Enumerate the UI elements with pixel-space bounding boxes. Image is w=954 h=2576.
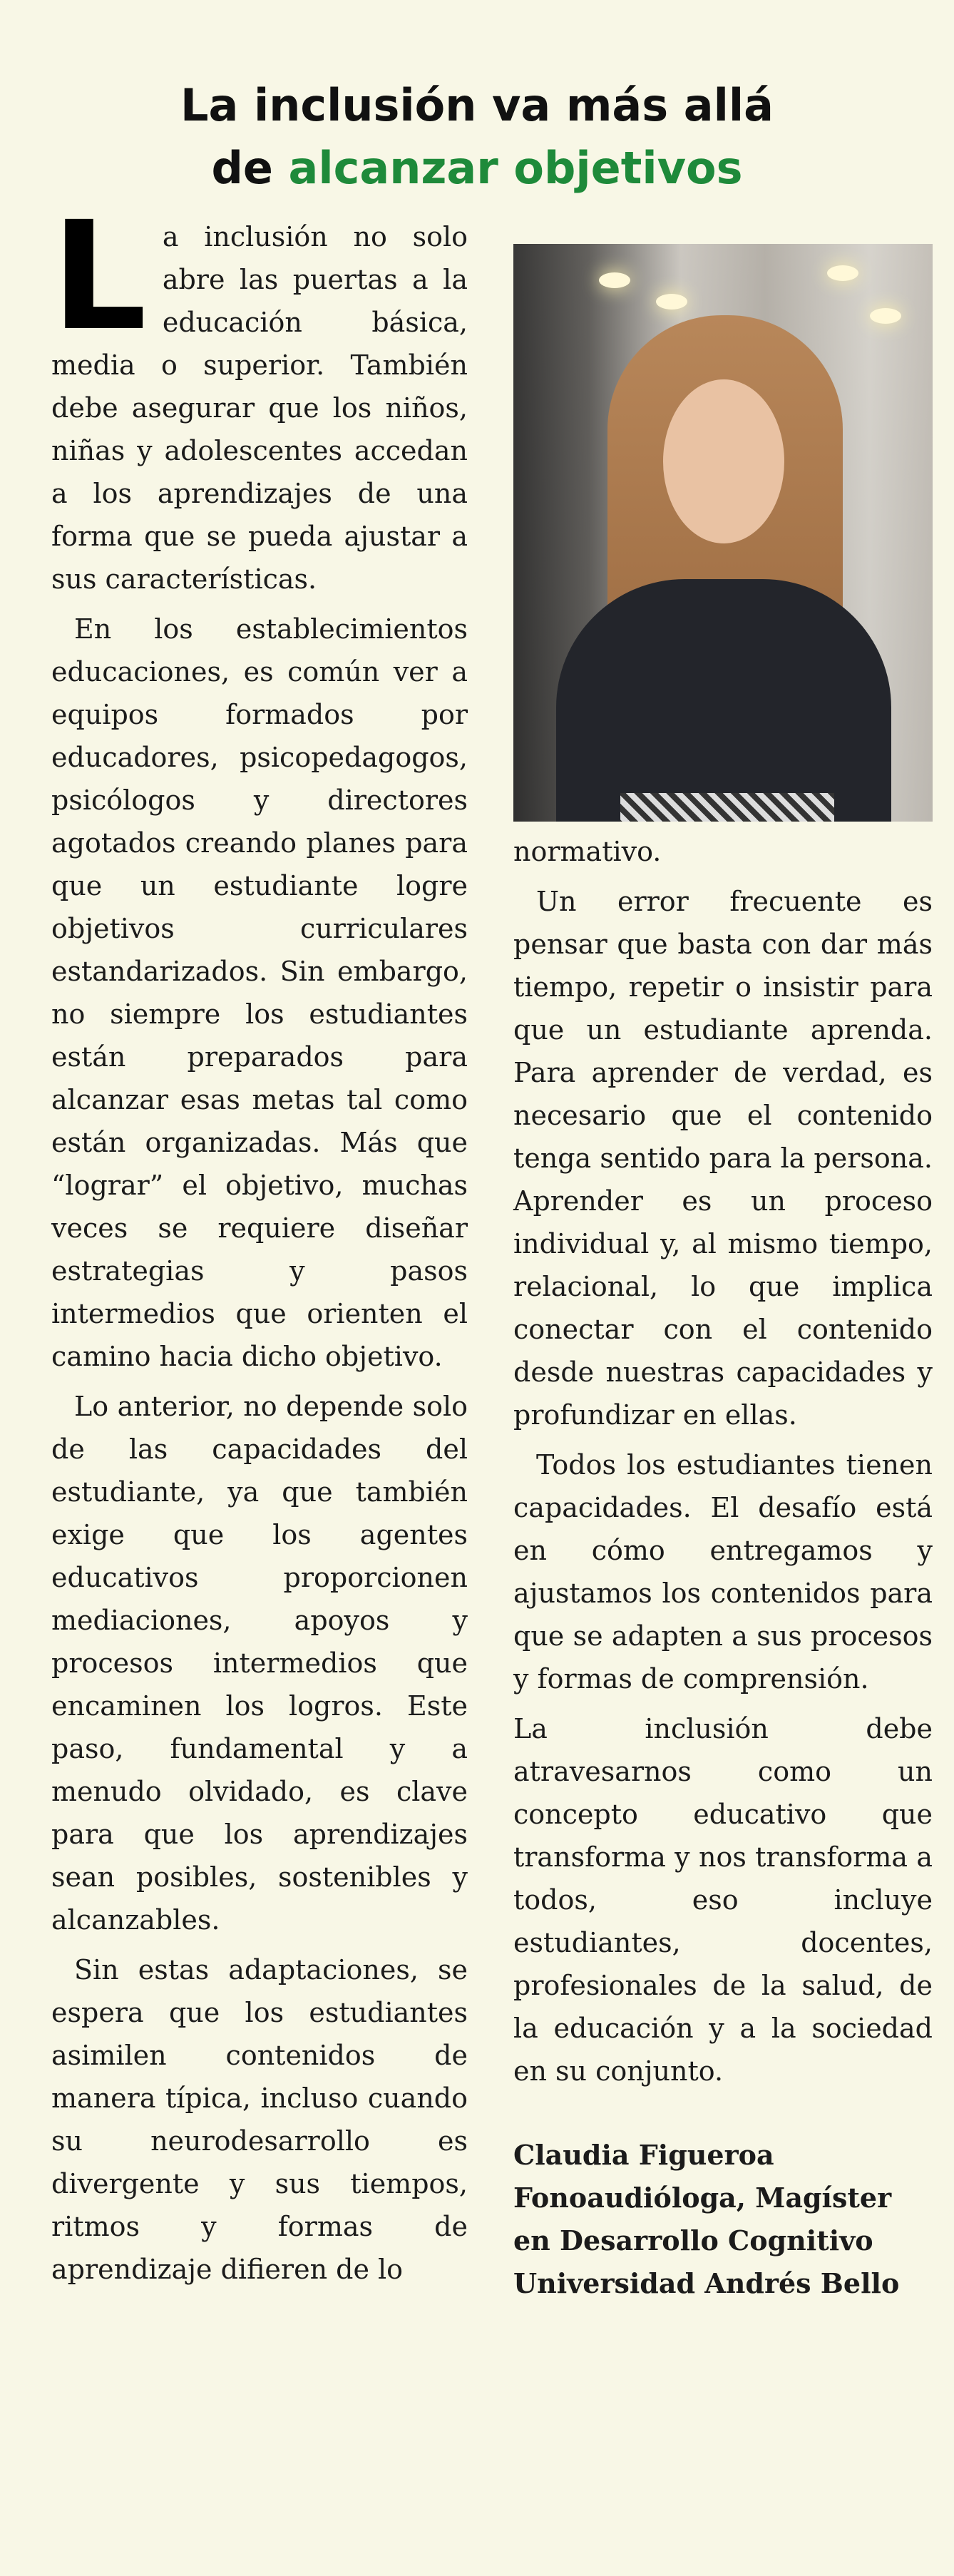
- paragraph-7: La inclusión debe atravesarnos como un concepto educativo que transforma y nos transforma a todos, eso incluye estudiantes, docentes, profesionales de la salud, de la educación y a la sociedad en su conjunto.: [513, 1713, 933, 2087]
- author-role: Fonoaudióloga, Magíster: [513, 2182, 892, 2214]
- paragraph-6: Todos los estudiantes tienen capacidades. El desafío está en cómo entregamos y ajustamos los contenidos para que se adapten a sus procesos y formas de comprensión.: [513, 1449, 933, 1695]
- drop-cap: L: [51, 189, 147, 364]
- author-university: Universidad Andrés Bello: [513, 2267, 900, 2299]
- title-line-2-accent: alcanzar objetivos: [288, 141, 743, 194]
- paragraph-4-continued: normativo.: [513, 836, 662, 867]
- left-column: [51, 189, 468, 2298]
- paragraph-1: [51, 189, 468, 600]
- right-column: [513, 215, 933, 2312]
- paragraph-5: Un error frecuente es pensar que basta con dar más tiempo, repetir o insistir para que un estudiante aprenda. Para aprender de verdad, es necesario que el contenido tenga sentido para la persona. Aprender es un proceso individual y, al mismo tiempo, relacional, lo que implica conectar con el contenido desde nuestras capacidades y profundizar en ellas.: [513, 886, 933, 1431]
- author-name: Claudia Figueroa: [513, 2139, 774, 2171]
- author-signature: [513, 2134, 933, 2305]
- paragraph-2: En los establecimientos educaciones, es común ver a equipos formados por educadores, psicopedagogos, psicólogos y directores agotados creando planes para que un estudiante logre objetivos curriculares estandarizados. Sin embargo, no siempre los estudiantes están preparados para alcanzar esas metas tal como están organizadas. Más que “lograr” el objetivo, muchas veces se requiere diseñar estrategias y pasos intermedios que orienten el camino hacia dicho objetivo.: [51, 613, 468, 1372]
- paragraph-4: Sin estas adaptaciones, se espera que los estudiantes asimilen contenidos de manera típica, incluso cuando su neurodesarrollo es divergente y sus tiempos, ritmos y formas de aprendizaje difieren de lo: [51, 1954, 468, 2285]
- paragraph-3: Lo anterior, no depende solo de las capacidades del estudiante, ya que también exige que los agentes educativos proporcionen mediaciones, apoyos y procesos intermedios que encaminen los logros. Este paso, fundamental y a menudo olvidado, es clave para que los aprendizajes sean posibles, sostenibles y alcanzables.: [51, 1391, 468, 1936]
- title-line-1: La inclusión va más allá: [180, 78, 774, 131]
- article-title: [0, 74, 954, 200]
- title-line-2-plain: de: [211, 141, 289, 194]
- paragraph-1-text: a inclusión no solo abre las puertas a la educación básica, media o superior. También debe asegurar que los niños, niñas y adolescentes accedan a los aprendizajes de una forma que se pueda ajustar a sus características.: [51, 221, 468, 595]
- author-degree: en Desarrollo Cognitivo: [513, 2224, 873, 2256]
